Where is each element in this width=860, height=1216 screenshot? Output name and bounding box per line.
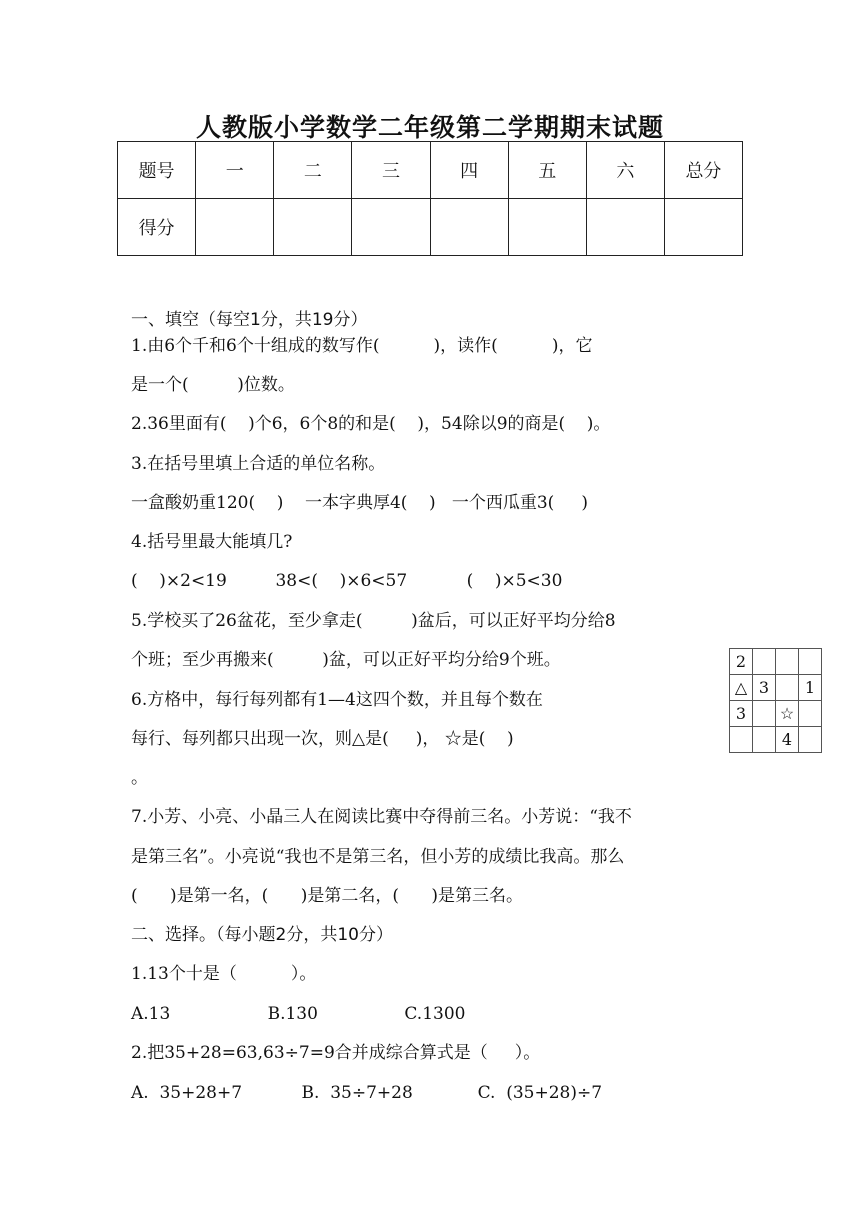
question-line: ( )×2<19 38<( )×6<57 ( )×5<30: [131, 571, 563, 591]
grid-cell: [730, 727, 753, 753]
score-cell: [430, 199, 508, 256]
score-cell: [196, 199, 274, 256]
question-line: 1.13个十是（ ）。: [131, 964, 317, 984]
score-cell: [664, 199, 742, 256]
question-line: 每行、每列都只出现一次，则△是( )， ☆是( ): [131, 729, 514, 749]
grid-cell: [776, 675, 799, 701]
question-line: 4.括号里最大能填几?: [131, 532, 293, 552]
question-line: 是第三名”。小亮说“我也不是第三名，但小芳的成绩比我高。那么: [131, 847, 625, 867]
question-line: ( )是第一名，( )是第二名，( )是第三名。: [131, 886, 524, 906]
question-line: 1.由6个千和6个十组成的数写作( )，读作( )，它: [131, 336, 593, 356]
score-table-col-2: 二: [274, 142, 352, 199]
grid-cell: [753, 727, 776, 753]
score-table-col-3: 三: [352, 142, 430, 199]
score-table-col-5: 五: [508, 142, 586, 199]
question-line: 一盒酸奶重120( ) 一本字典厚4( ) 一个西瓜重3( ): [131, 493, 588, 513]
grid-row: [730, 701, 822, 727]
grid-row: [730, 649, 822, 675]
grid-row: [730, 727, 822, 753]
grid-cell: 4: [776, 727, 799, 753]
page-title: 人教版小学数学二年级第二学期期末试题: [195, 113, 664, 142]
question-line: 个班；至少再搬来( )盆，可以正好平均分给9个班。: [131, 650, 561, 670]
grid-cell: 3: [730, 701, 753, 727]
question-line: 2.把35+28=63,63÷7=9合并成综合算式是（ ）。: [131, 1043, 541, 1063]
grid-cell: [799, 649, 822, 675]
score-cell: [352, 199, 430, 256]
score-cell: [508, 199, 586, 256]
score-table-col-1: 一: [196, 142, 274, 199]
score-table-header-row: [118, 142, 743, 199]
grid-row: [730, 675, 822, 701]
question-line: 6.方格中，每行每列都有1—4这四个数，并且每个数在: [131, 690, 543, 710]
score-cell: [274, 199, 352, 256]
number-grid: [729, 648, 822, 753]
section-1-heading: 一、填空（每空1分，共19分）: [131, 310, 368, 330]
grid-cell: [753, 701, 776, 727]
grid-cell: 2: [730, 649, 753, 675]
score-table-col-4: 四: [430, 142, 508, 199]
question-line: 2.36里面有( )个6，6个8的和是( )，54除以9的商是( )。: [131, 414, 611, 434]
grid-cell: [776, 649, 799, 675]
question-line: 5.学校买了26盆花，至少拿走( )盆后，可以正好平均分给8: [131, 611, 616, 631]
score-table-row-label: 得分: [118, 199, 196, 256]
score-table: [117, 141, 743, 256]
question-line: 是一个( )位数。: [131, 375, 295, 395]
question-line: 。: [131, 768, 148, 788]
score-table-col-total: 总分: [664, 142, 742, 199]
grid-cell-star: ☆: [776, 701, 799, 727]
grid-cell: 3: [753, 675, 776, 701]
section-2-heading: 二、选择。（每小题2分，共10分）: [131, 925, 393, 945]
grid-cell: [799, 701, 822, 727]
score-cell: [586, 199, 664, 256]
question-line: 3.在括号里填上合适的单位名称。: [131, 454, 386, 474]
grid-cell: [799, 727, 822, 753]
grid-cell-triangle: △: [730, 675, 753, 701]
score-table-score-row: [118, 199, 743, 256]
option-line: A. 35+28+7 B. 35÷7+28 C. (35+28)÷7: [131, 1083, 603, 1103]
score-table-row-label: 题号: [118, 142, 196, 199]
question-line: 7.小芳、小亮、小晶三人在阅读比赛中夺得前三名。小芳说：“我不: [131, 807, 632, 827]
grid-cell: 1: [799, 675, 822, 701]
grid-cell: [753, 649, 776, 675]
score-table-col-6: 六: [586, 142, 664, 199]
option-line: A.13 B.130 C.1300: [131, 1004, 466, 1024]
